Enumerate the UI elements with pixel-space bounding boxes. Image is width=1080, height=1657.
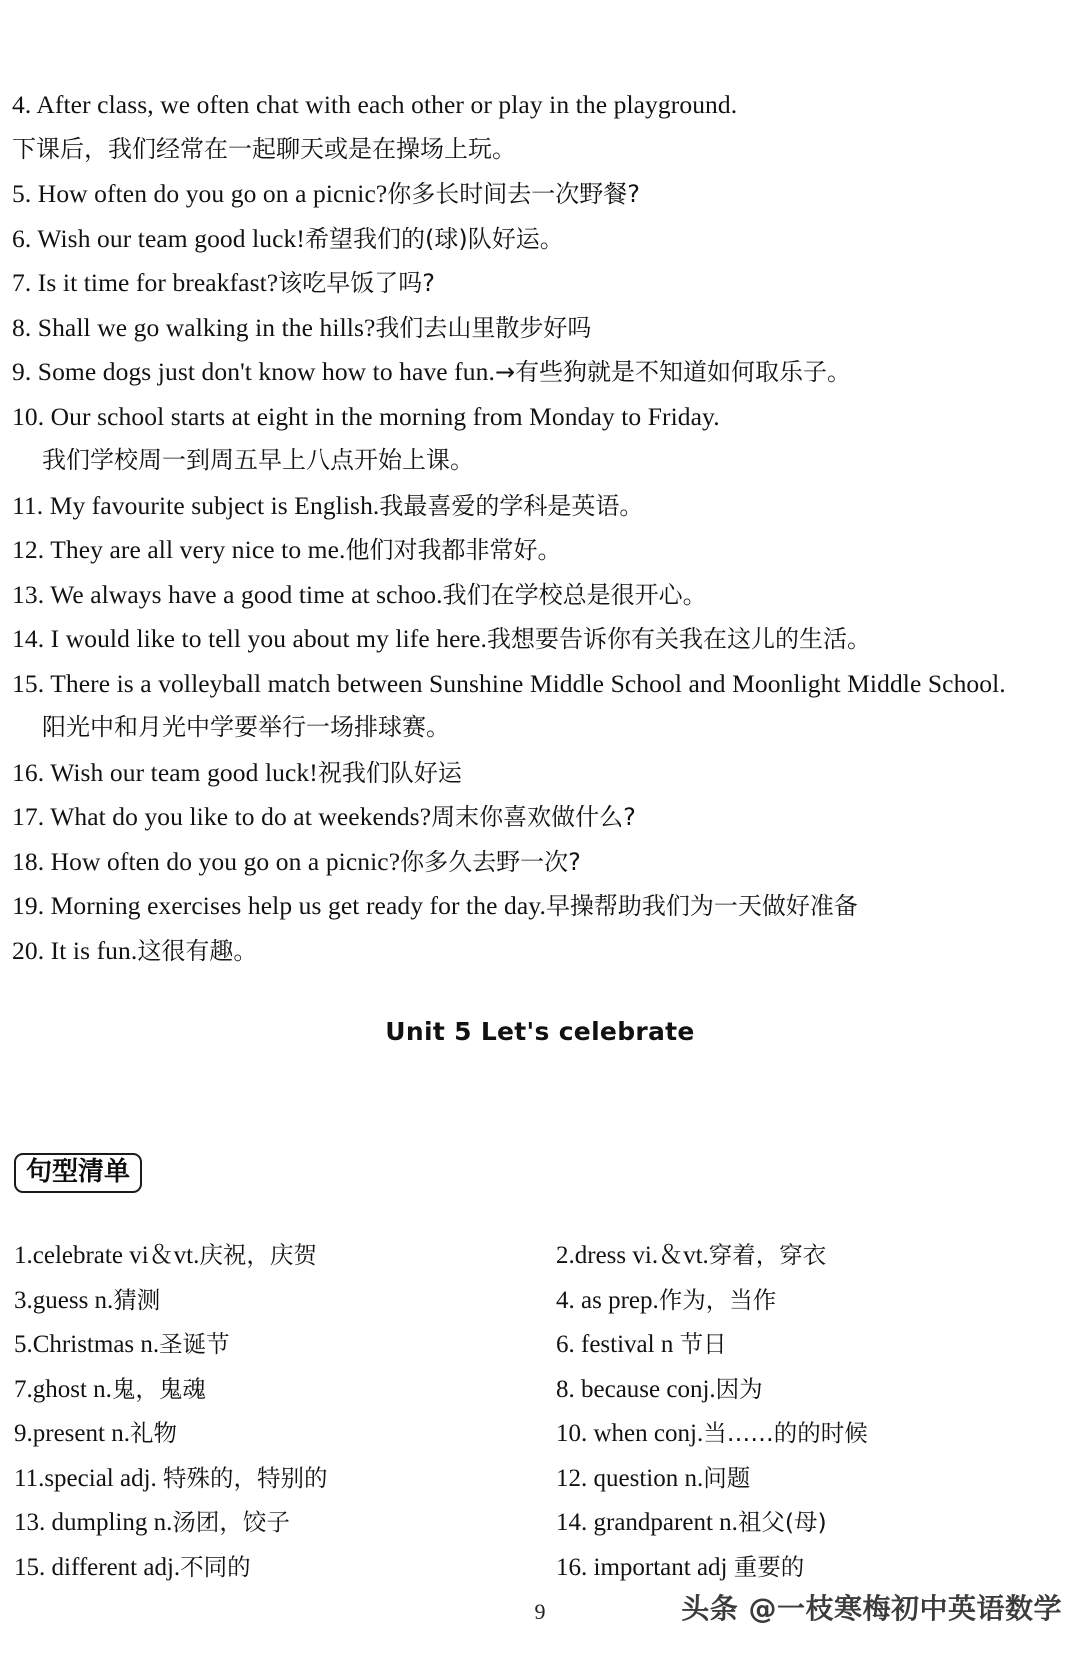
sentence-english: 6. Wish our team good luck! — [12, 223, 305, 253]
sentence-chinese: 你多长时间去一次野餐? — [387, 180, 641, 208]
page-title: Unit 5 Let's celebrate — [385, 1017, 695, 1046]
vocabulary-term: 5.Christmas n. — [14, 1331, 160, 1358]
sentence-english: 12. They are all very nice to me. — [12, 535, 346, 564]
sentence-row — [12, 312, 1068, 360]
vocabulary-term: 4. as prep. — [556, 1286, 659, 1314]
vocabulary-term: 2.dress vi.＆vt. — [556, 1242, 709, 1269]
sentence-row — [12, 92, 1068, 137]
sentence-chinese: 周末你喜欢做什么? — [431, 803, 636, 831]
vocabulary-item — [556, 1285, 1064, 1333]
sentence-row — [12, 846, 1068, 894]
vocabulary-definition: 因为 — [715, 1374, 763, 1403]
sentence-english: 14. I would like to tell you about my life here. — [12, 624, 488, 653]
sentence-chinese: 我们去山里散步好吗 — [375, 313, 592, 342]
vocabulary-item — [556, 1332, 1064, 1377]
vocabulary-term: 11.special adj. — [14, 1464, 164, 1492]
vocabulary-definition: 鬼，鬼魂 — [111, 1374, 206, 1403]
sentence-chinese: 我想要告诉你有关我在这儿的生活。 — [487, 625, 872, 653]
sentence-row — [12, 490, 1068, 538]
sentence-english: 4. After class, we often chat with each other or play in the playground. — [12, 90, 738, 119]
vocabulary-term: 16. important adj — [556, 1553, 734, 1581]
vocabulary-term: 13. dumpling n. — [14, 1509, 173, 1536]
vocabulary-definition: 重要的 — [733, 1552, 805, 1581]
vocabulary-definition: 庆祝，庆贺 — [199, 1241, 317, 1269]
sentence-english: 17. What do you like to do at weekends? — [12, 802, 432, 831]
vocabulary-definition: 猜测 — [113, 1285, 161, 1314]
vocabulary-term: 1.celebrate vi＆vt. — [14, 1242, 200, 1269]
watermark-label: 头条 @一枝寒梅初中英语数学 — [681, 1592, 1062, 1625]
vocabulary-definition: 礼物 — [129, 1419, 177, 1447]
vocabulary-item — [14, 1374, 556, 1422]
sentence-row — [12, 448, 1068, 493]
vocabulary-definition: 节日 — [679, 1330, 727, 1358]
vocabulary-item — [556, 1243, 1064, 1288]
vocabulary-definition: 不同的 — [180, 1552, 251, 1581]
sentence-row — [12, 270, 1068, 315]
sentence-english: 13. We always have a good time at schoo. — [12, 579, 443, 609]
vocabulary-term: 14. grandparent n. — [556, 1509, 738, 1536]
sentence-chinese: 希望我们的(球)队好运。 — [305, 224, 564, 253]
sentence-english: 15. There is a volleyball match between Sunshine Middle School and Moonlight Middle School. — [12, 668, 1006, 698]
sentence-chinese: 我最喜爱的学科是英语。 — [379, 491, 644, 520]
sentence-row — [12, 359, 1068, 404]
sentence-chinese: 我们学校周一到周五早上八点开始上课。 — [42, 446, 474, 474]
sentence-row — [12, 537, 1068, 582]
vocabulary-item — [14, 1510, 556, 1555]
vocabulary-definition: 当……的的时候 — [703, 1419, 868, 1447]
sentence-chinese: 下课后，我们经常在一起聊天或是在操场上玩。 — [12, 134, 516, 163]
sentence-row — [12, 626, 1068, 671]
sentence-english: 18. How often do you go on a picnic? — [12, 846, 401, 876]
sentence-chinese: 这很有趣。 — [137, 936, 258, 965]
sentence-chinese: 阳光中和月光中学要举行一场排球赛。 — [42, 713, 450, 741]
sentence-row — [12, 715, 1068, 760]
vocabulary-item — [556, 1463, 1064, 1511]
vocabulary-item — [14, 1463, 556, 1511]
vocabulary-item — [14, 1552, 556, 1600]
sentence-chinese: →有些狗就是不知道如何取乐子。 — [494, 358, 852, 386]
vocabulary-item — [556, 1510, 1064, 1555]
vocabulary-term: 8. because conj. — [556, 1375, 716, 1403]
sentence-row — [12, 401, 1068, 449]
vocabulary-item — [14, 1285, 556, 1333]
sentence-chinese: 祝我们队好运 — [317, 758, 462, 787]
vocabulary-definition: 汤团，饺子 — [172, 1508, 290, 1536]
sentence-row — [12, 668, 1068, 716]
sentence-english: 7. Is it time for breakfast? — [12, 268, 279, 297]
sentence-english: 9. Some dogs just don't know how to have fun. — [12, 357, 495, 386]
sentence-english: 5. How often do you go on a picnic? — [12, 179, 388, 208]
vocabulary-item — [556, 1374, 1064, 1422]
sentence-row — [12, 804, 1068, 849]
vocabulary-item — [14, 1332, 556, 1377]
sentence-row — [12, 893, 1068, 938]
sentence-row — [12, 935, 1068, 983]
vocabulary-term: 7.ghost n. — [14, 1375, 112, 1403]
vocabulary-definition: 特殊的，特别的 — [163, 1463, 328, 1492]
vocabulary-definition: 圣诞节 — [159, 1330, 230, 1358]
sentence-chinese: 早操帮助我们为一天做好准备 — [545, 892, 858, 920]
sentence-english: 19. Morning exercises help us get ready for the day. — [12, 891, 546, 920]
vocabulary-term: 10. when conj. — [556, 1420, 704, 1447]
sentence-row — [12, 223, 1068, 271]
sentence-row — [12, 134, 1068, 182]
sentence-english: 20. It is fun. — [12, 935, 138, 965]
vocabulary-term: 3.guess n. — [14, 1286, 114, 1314]
vocabulary-definition: 穿着，穿衣 — [708, 1241, 827, 1269]
vocabulary-item — [556, 1421, 1064, 1466]
sentence-list — [12, 92, 1068, 982]
vocabulary-item — [14, 1243, 556, 1288]
sentence-chinese: 我们在学校总是很开心。 — [442, 580, 707, 609]
sentence-english: 8. Shall we go walking in the hills? — [12, 312, 376, 342]
sentence-chinese: 该吃早饭了吗? — [278, 269, 435, 297]
sentence-english: 10. Our school starts at eight in the morning from Monday to Friday. — [12, 401, 720, 431]
sentence-row — [12, 579, 1068, 627]
sentence-english: 16. Wish our team good luck! — [12, 757, 318, 787]
vocabulary-definition: 作为，当作 — [658, 1285, 777, 1314]
vocabulary-term: 9.present n. — [14, 1420, 130, 1447]
vocabulary-term: 6. festival n — [556, 1331, 680, 1358]
vocabulary-definition: 祖父(母) — [737, 1508, 827, 1536]
vocabulary-term: 12. question n. — [556, 1464, 704, 1492]
sentence-row — [12, 757, 1068, 805]
vocabulary-item — [14, 1421, 556, 1466]
sentence-chinese: 他们对我都非常好。 — [345, 536, 562, 564]
vocabulary-list — [14, 1243, 1064, 1599]
sentence-row — [12, 181, 1068, 226]
sentence-chinese: 你多久去野一次? — [400, 847, 581, 876]
section-label-badge: 句型清单 — [14, 1153, 142, 1193]
page-number: 9 — [534, 1599, 546, 1624]
vocabulary-term: 15. different adj. — [14, 1553, 181, 1581]
sentence-english: 11. My favourite subject is English. — [12, 490, 380, 520]
vocabulary-definition: 问题 — [703, 1463, 751, 1492]
